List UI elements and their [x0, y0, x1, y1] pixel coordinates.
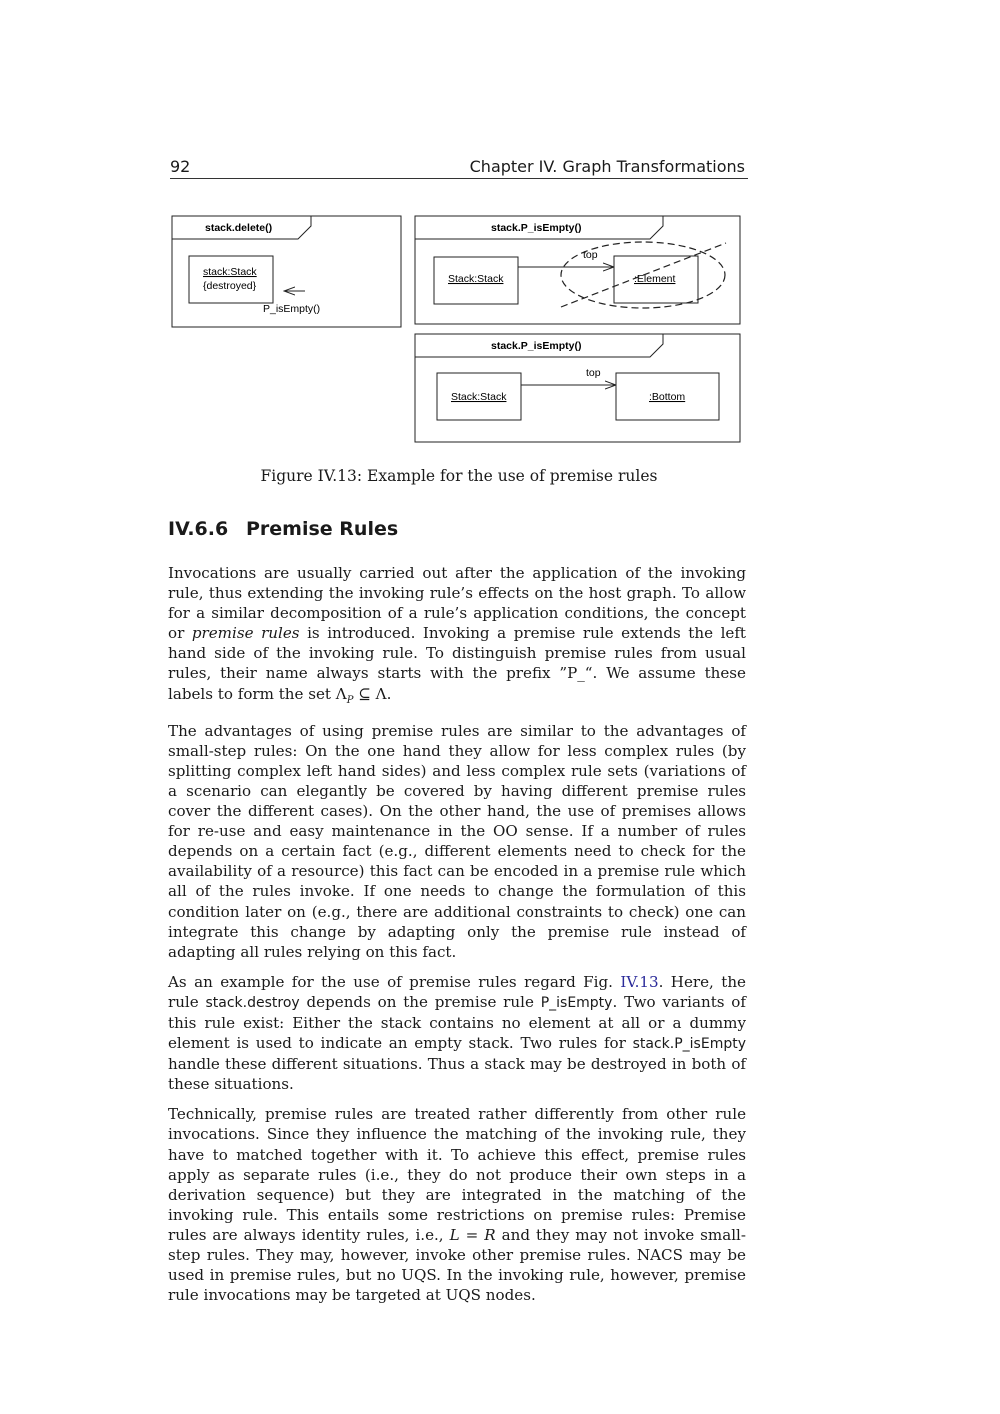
invocation-label: P_isEmpty(): [263, 303, 321, 315]
figure-caption: Figure IV.13: Example for the use of premise rules: [260, 467, 658, 485]
chapter-title: Chapter IV. Graph Transformations: [469, 157, 745, 176]
node-stack-label: stack:Stack: [203, 266, 257, 278]
edge-top-label: top: [583, 249, 598, 261]
frame-title: stack.P_isEmpty(): [491, 222, 582, 234]
paragraph-2: The advantages of using premise rules are similar to the advantages of small-step rules: On the one hand they allow for less complex rules (by splitting complex left hand sides) and less complex rule sets (variations of a scenario can elegantly be covered by having different premise rules cover the different cases). On the other hand, the use of premises allows for re-use and easy maintenance in the OO sense. If a number of rules depends on a certain fact (e.g., different elements need to check for the availability of a resource) this fact can be encoded in a premise rule which all of the rules invoke. If one needs to change the formulation of this condition later on (e.g., there are additional constraints to check) one can integrate this change by adapting only the premise rule instead of adapting all rules relying on this fact.: [168, 721, 746, 961]
section-title: Premise Rules: [246, 518, 399, 540]
node-bottom-label: :Bottom: [649, 391, 686, 403]
paragraph-4: Technically, premise rules are treated rather differently from other rule invocations. Since they influence the matching of the invoking rule, they have to matched together with it. To achieve this effect, premise rules apply as separate rules (i.e., they do not produce their own steps in a derivation sequence) but they are integrated in the matching of the invoking rule. This entails some restrictions on premise rules: Premise rules are always identity rules, i.e., L = R and they may not invoke small-step rules. They may, however, invoke other premise rules. NACS may be used in premise rules, but no UQS. In the invoking rule, however, premise rule invocations may be targeted at UQS nodes.: [168, 1105, 746, 1305]
emphasis-premise-rules: premise rules: [191, 624, 300, 643]
node-element-label: :Element: [634, 273, 676, 285]
section-heading: [168, 518, 398, 540]
panel-isempty-bottom: [415, 334, 740, 442]
math-identity: L = R: [449, 1225, 496, 1244]
frame-title: stack.delete(): [205, 222, 273, 234]
frame-title: stack.P_isEmpty(): [491, 340, 582, 352]
node-stack-modifier: {destroyed}: [203, 280, 257, 292]
section-number: IV.6.6: [168, 518, 229, 540]
figure-reference-link[interactable]: IV.13: [620, 972, 659, 991]
paragraph-3: As an example for the use of premise rules regard Fig. IV.13. Here, the rule stack.destroy depends on the premise rule P_isEmpty. Two variants of this rule exist: Either the stack contains no element at all or a dummy element is used to indicate an empty stack. Two rules for stack.P_isEmpty handle these different situations. Thus a stack may be destroyed in both of these situations.: [168, 972, 746, 1094]
paragraph-1: Invocations are usually carried out after the application of the invoking rule, thus extending the invoking rule’s effects on the host graph. To allow for a similar decomposition of a rule’s application conditions, the concept or premise rules is introduced. Invoking a premise rule extends the left hand side of the invoking rule. To distinguish premise rules from usual rules, their name always starts with the prefix ”P_“. We assume these labels to form the set $\Lambda_P$ ⊆ Λ.: [168, 564, 746, 706]
figure-premise-rules: [0, 0, 1000, 460]
node-stack-label: Stack:Stack: [451, 391, 507, 403]
panel-stack-delete: [172, 216, 401, 327]
edge-top-label: top: [586, 367, 601, 379]
section-body: [168, 563, 746, 1315]
node-stack-label: Stack:Stack: [448, 273, 504, 285]
panel-isempty-element: [415, 216, 740, 324]
page-number: 92: [170, 157, 191, 176]
